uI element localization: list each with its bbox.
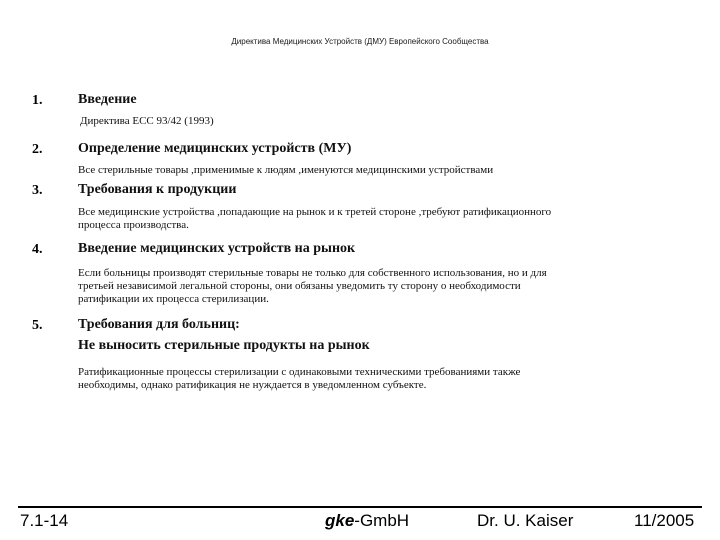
description-line: ратификации их процесса стерилизации. — [78, 293, 269, 305]
section-title-3: Требования к продукции — [78, 182, 237, 197]
description-line: Все медицинские устройства ,попадающие на рынок и к третей стороне ,требуют ратификационного — [78, 206, 552, 218]
section-description-5 — [78, 366, 520, 392]
company-brand: gke — [325, 511, 355, 530]
footer-divider — [18, 506, 702, 508]
page-header: Директива Медицинских Устройств (ДМУ) Европейского Сообщества — [231, 37, 489, 46]
section-number-2: 2. — [32, 142, 43, 157]
section-title-5 — [78, 316, 370, 355]
section-title-1: Введение — [78, 92, 137, 107]
section-description-1: Директива ЕСС 93/42 (1993) — [80, 115, 214, 127]
section-title-4: Введение медицинских устройств на рынок — [78, 241, 356, 256]
section-number-5: 5. — [32, 318, 43, 333]
section-number-3: 3. — [32, 183, 43, 198]
company-suffix: -GmbH — [354, 511, 410, 530]
footer-date: 11/2005 — [634, 511, 695, 530]
slide-number: 7.1-14 — [20, 511, 69, 530]
description-line: необходимы, однако ратификация не нуждается в уведомленном субъекте. — [78, 379, 427, 391]
section-description-3 — [78, 206, 551, 232]
description-line: процесса производства. — [78, 219, 189, 231]
company-name — [325, 511, 409, 531]
description-line: Ратификационные процессы стерилизации с одинаковыми техническими требованиями также — [78, 366, 521, 378]
description-line: третьей независимой легальной стороны, они обязаны уведомить ту сторону о необходимости — [78, 280, 521, 292]
description-line: Если больницы производят стерильные товары не только для собственного использования, но и для — [78, 267, 547, 279]
section-number-4: 4. — [32, 242, 43, 257]
title-line: Не выносить стерильные продукты на рынок — [78, 338, 370, 353]
section-description-4 — [78, 267, 547, 306]
title-line: Требования для больниц: — [78, 317, 240, 332]
section-description-2: Все стерильные товары ,применимые к людям ,именуются медицинскими устройствами — [78, 164, 494, 176]
section-title-2: Определение медицинских устройств (МУ) — [78, 141, 352, 156]
author-name: Dr. U. Kaiser — [477, 511, 574, 530]
section-number-1: 1. — [32, 93, 43, 108]
